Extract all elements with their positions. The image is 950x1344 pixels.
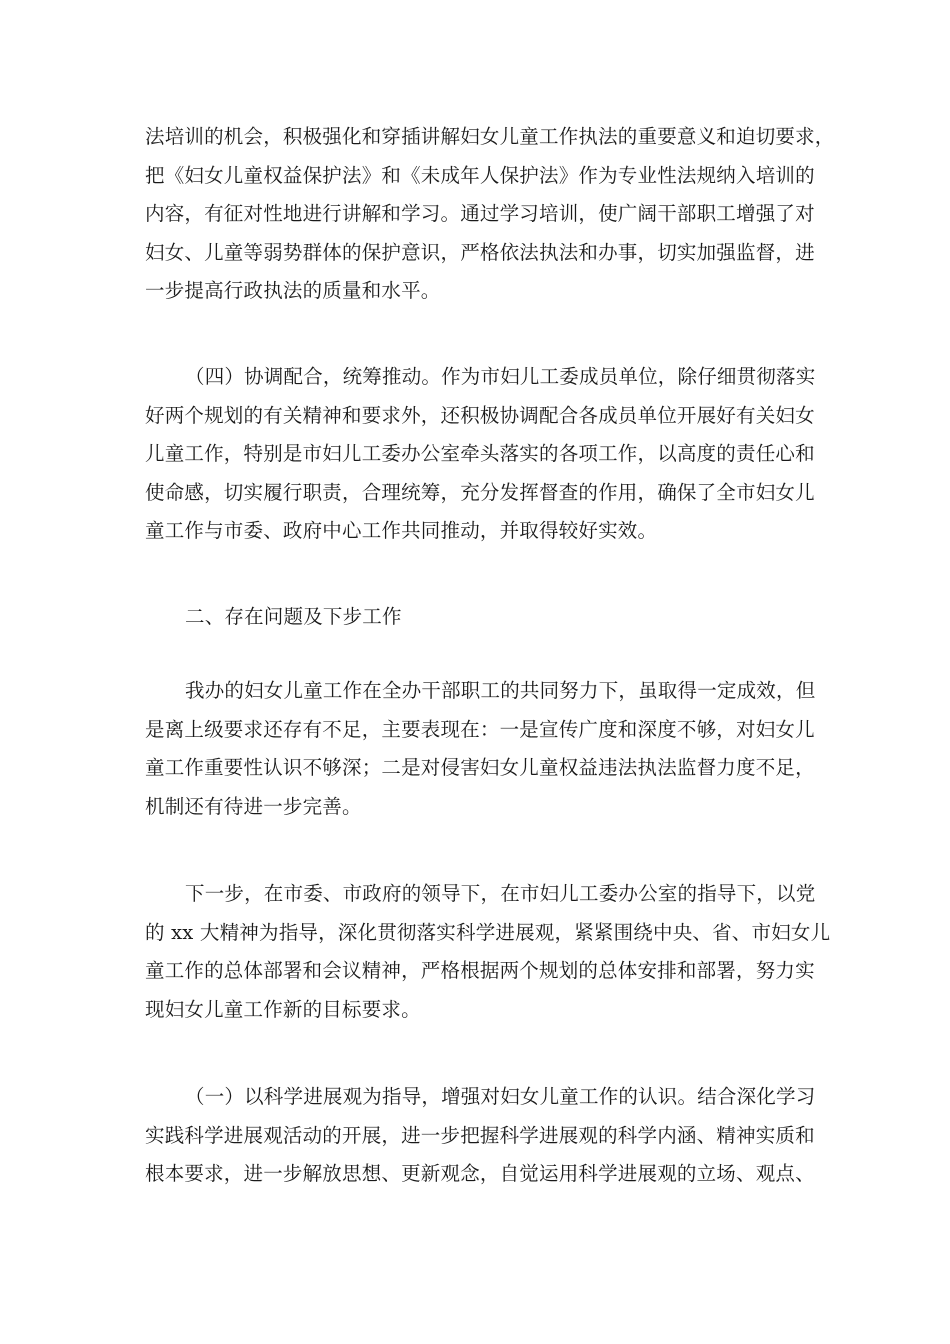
section-heading (145, 598, 810, 637)
text-line: 法培训的机会，积极强化和穿插讲解妇女儿童工作执法的重要意义和迫切要求， (145, 125, 835, 148)
text-line: 根本要求，进一步解放思想、更新观念，自觉运用科学进展观的立场、观点、 (145, 1162, 815, 1185)
paragraph-coordination (145, 358, 816, 551)
text-line: 童工作重要性认识不够深；二是对侵害妇女儿童权益违法执法监督力度不足， (145, 756, 815, 779)
text-line: （一）以科学进展观为指导，增强对妇女儿童工作的认识。结合深化学习 (185, 1085, 816, 1108)
heading-text: 二、存在问题及下步工作 (185, 605, 402, 628)
text-line: 现妇女儿童工作新的目标要求。 (145, 997, 421, 1021)
text-line: 把《妇女儿童权益保护法》和《未成年人保护法》作为专业性法规纳入培训的 (145, 163, 815, 187)
text-line: 下一步，在市委、市政府的领导下，在市妇儿工委办公室的指导下，以党 (185, 882, 816, 905)
text-line: 是离上级要求还存有不足，主要表现在：一是宣传广度和深度不够，对妇女儿 (145, 717, 815, 741)
paragraph-training (145, 118, 835, 311)
text-line: 好两个规划的有关精神和要求外，还积极协调配合各成员单位开展好有关妇女 (145, 403, 815, 427)
text-line: 实践科学进展观活动的开展，进一步把握科学进展观的科学内涵、精神实质和 (145, 1123, 815, 1147)
text-line: 童工作与市委、政府中心工作共同推动，并取得较好实效。 (145, 519, 658, 542)
text-line: 机制还有待进一步完善。 (145, 794, 362, 818)
text-line: 我办的妇女儿童工作在全办干部职工的共同努力下，虽取得一定成效，但 (185, 679, 816, 702)
text-line: 使命感，切实履行职责，合理统筹，充分发挥督查的作用，确保了全市妇女儿 (145, 480, 815, 504)
text-line: （四）协调配合，统筹推动。作为市妇儿工委成员单位，除仔细贯彻落实 (185, 365, 816, 388)
text-line: 内容，有征对性地进行讲解和学习。通过学习培训，使广阔干部职工增强了对 (145, 202, 815, 225)
text-line: 的 xx 大精神为指导，深化贯彻落实科学进展观，紧紧围绕中央、省、市妇女儿 (145, 920, 831, 944)
text-line: 童工作的总体部署和会议精神，严格根据两个规划的总体安排和部署，努力实 (145, 959, 815, 982)
paragraph-scientific-development (145, 1078, 816, 1194)
text-line: 妇女、儿童等弱势群体的保护意识，严格依法执法和办事，切实加强监督，进 (145, 240, 815, 264)
paragraph-next-steps (145, 875, 831, 1029)
paragraph-problems (145, 672, 816, 826)
text-line: 一步提高行政执法的质量和水平。 (145, 279, 441, 302)
text-line: 儿童工作，特别是市妇儿工委办公室牵头落实的各项工作，以高度的责任心和 (145, 442, 815, 465)
